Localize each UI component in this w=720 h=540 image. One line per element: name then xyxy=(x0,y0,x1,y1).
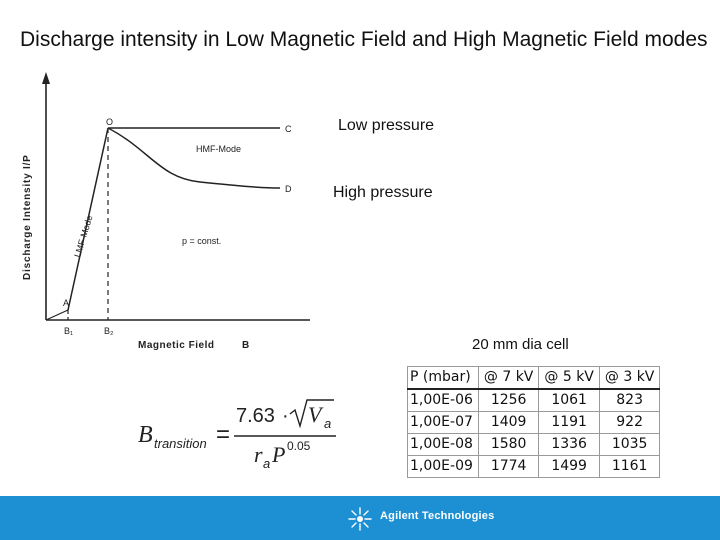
brand-name: Agilent Technologies xyxy=(380,510,495,522)
point-o-label: O xyxy=(106,117,114,127)
table-cell: 1774 xyxy=(478,456,539,478)
x-axis-label: Magnetic Field xyxy=(138,340,215,351)
tick-b1-label: B₁ xyxy=(64,326,74,336)
table-cell: 1,00E-08 xyxy=(408,434,479,456)
table-cell: 1161 xyxy=(599,456,660,478)
low-pressure-annotation: Low pressure xyxy=(338,117,435,134)
cell-caption: 20 mm dia cell xyxy=(472,336,569,353)
formula-denom-r-sub: a xyxy=(263,456,271,471)
table-header-cell: @ 7 kV xyxy=(478,367,539,390)
lmf-mode-label: LMF-Mode xyxy=(72,214,95,259)
pre-transition-segment xyxy=(46,310,68,320)
y-axis-arrow xyxy=(42,72,50,84)
formula-denom-r: r xyxy=(254,442,263,467)
formula-lhs: B xyxy=(138,422,153,448)
table-row xyxy=(408,434,660,456)
table-header-cell: P (mbar) xyxy=(408,367,479,390)
agilent-spark-icon xyxy=(347,506,373,532)
table-cell: 1256 xyxy=(478,389,539,412)
table-cell: 1,00E-06 xyxy=(408,389,479,412)
formula-dot: · xyxy=(282,405,289,427)
formula-lhs-sub: transition xyxy=(154,436,207,451)
formula-num-var: V xyxy=(308,402,322,427)
table-cell: 922 xyxy=(599,412,660,434)
point-a-label: A xyxy=(63,298,70,308)
high-pressure-annotation: High pressure xyxy=(333,184,433,201)
footer-bar xyxy=(0,496,720,540)
condition-label: p = const. xyxy=(182,236,222,246)
point-c-label: C xyxy=(285,124,292,134)
formula-denom-p: P xyxy=(272,442,286,467)
table-cell: 1,00E-07 xyxy=(408,412,479,434)
formula-num-sub: a xyxy=(324,416,332,431)
discharge-intensity-graph xyxy=(10,70,330,360)
formula-denom-exp: 0.05 xyxy=(287,439,311,453)
high-pressure-curve xyxy=(108,128,280,188)
formula-equals: = xyxy=(216,421,231,448)
table-row xyxy=(408,456,660,478)
hmf-mode-label: HMF-Mode xyxy=(196,144,242,154)
transition-formula xyxy=(130,392,360,472)
transition-field-table xyxy=(407,366,660,478)
slide-title: Discharge intensity in Low Magnetic Field and High Magnetic Field modes xyxy=(20,28,708,51)
tick-b2-label: B₂ xyxy=(104,326,114,336)
x-axis-symbol: B xyxy=(242,340,250,351)
table-header-cell: @ 3 kV xyxy=(599,367,660,390)
table-header-cell: @ 5 kV xyxy=(539,367,600,390)
table-cell: 1061 xyxy=(539,389,600,412)
table-cell: 1409 xyxy=(478,412,539,434)
table-cell: 1580 xyxy=(478,434,539,456)
table-row xyxy=(408,412,660,434)
table-cell: 1336 xyxy=(539,434,600,456)
table-cell: 1035 xyxy=(599,434,660,456)
table-cell: 823 xyxy=(599,389,660,412)
formula-coef: 7.63 xyxy=(236,405,275,427)
table-cell: 1,00E-09 xyxy=(408,456,479,478)
table-header-row xyxy=(408,367,660,390)
y-axis-label: Discharge Intensity I/P xyxy=(22,154,33,280)
table-cell: 1191 xyxy=(539,412,600,434)
table-cell: 1499 xyxy=(539,456,600,478)
table-row xyxy=(408,389,660,412)
point-d-label: D xyxy=(285,184,292,194)
